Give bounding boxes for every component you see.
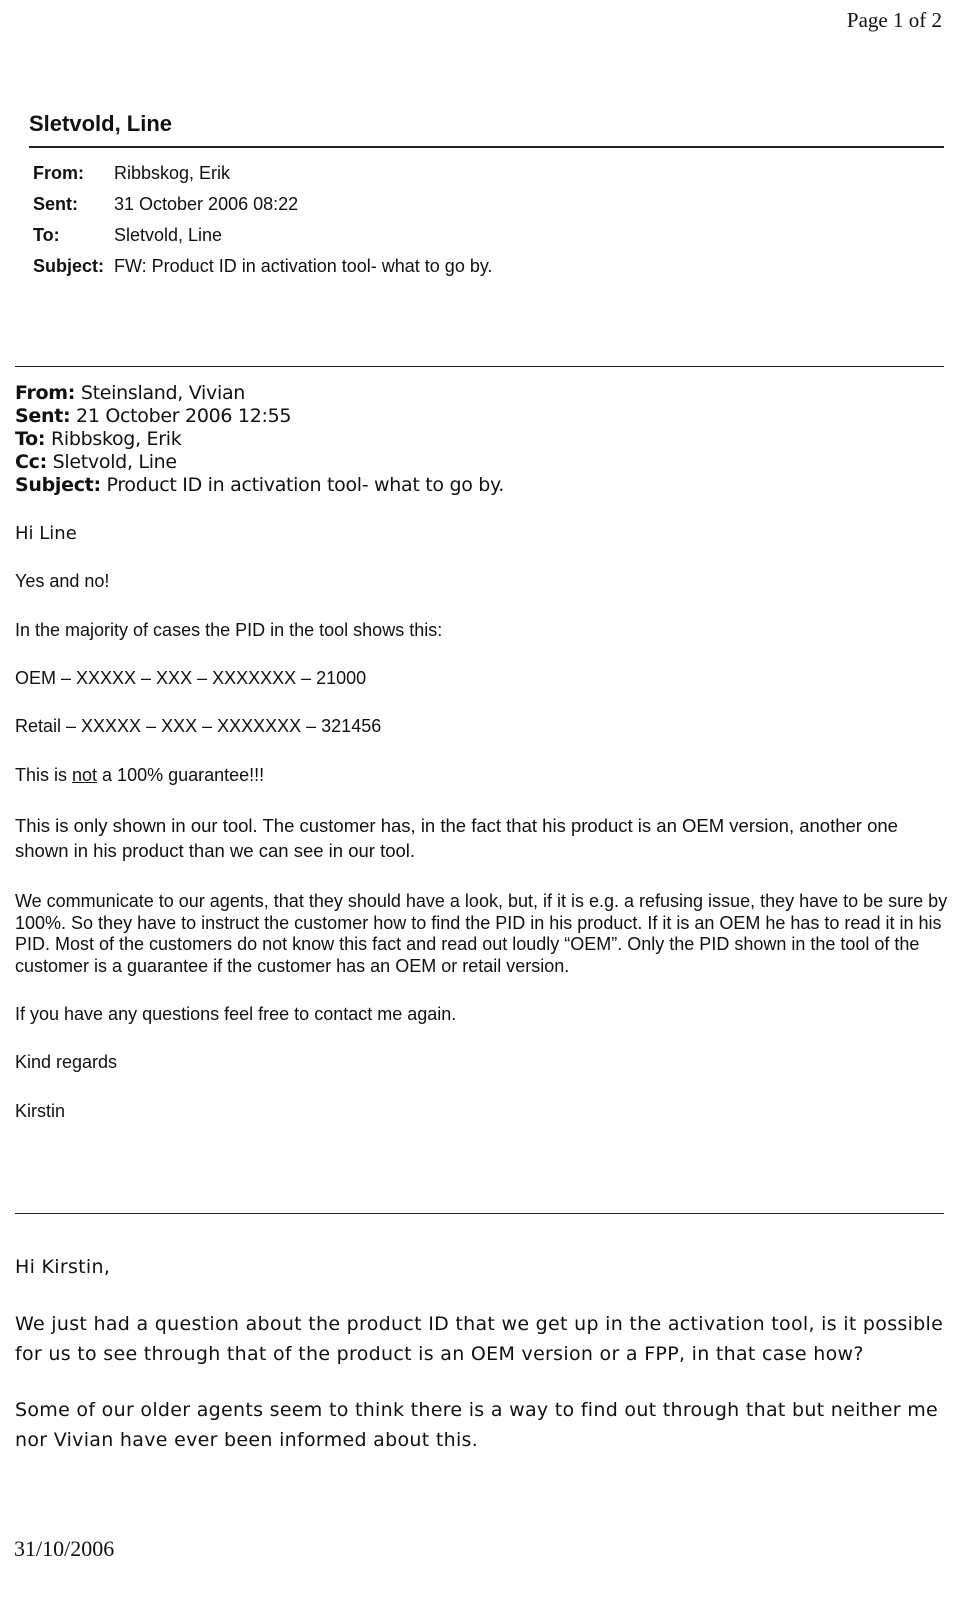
original-greeting: Hi Kirstin,	[15, 1256, 111, 1278]
sent-label: Sent:	[15, 405, 71, 427]
reply-subject-row	[15, 474, 504, 496]
from-label: From:	[33, 163, 84, 183]
guarantee-emphasis: not	[72, 765, 98, 785]
from-label: From:	[15, 382, 76, 404]
print-date: 31/10/2006	[14, 1536, 115, 1561]
cc-label: Cc:	[15, 451, 47, 473]
sent-label: Sent:	[33, 194, 78, 214]
original-agents-paragraph: Some of our older agents seem to think there is a way to find out through that but neither me nor Vivian have ever been informed about this.	[15, 1399, 939, 1451]
retail-pattern: Retail – XXXXX – XXX – XXXXXXX – 321456	[15, 716, 382, 736]
forward-to-value: Sletvold, Line	[114, 225, 223, 245]
reply-sent-row	[15, 405, 291, 427]
tool-paragraph: This is only shown in our tool. The customer has, in the fact that his product is an OEM version, another one shown in his product than we can see in our tool.	[15, 815, 898, 861]
reply-cc-row	[15, 451, 177, 473]
to-label: To:	[33, 225, 60, 245]
subject-label: Subject:	[15, 474, 101, 496]
to-label: To:	[15, 428, 46, 450]
forward-sent-value: 31 October 2006 08:22	[114, 194, 299, 214]
forward-sent-row	[33, 194, 298, 215]
guarantee-line	[15, 765, 264, 786]
page-number: Page 1 of 2	[846, 8, 942, 32]
agents-paragraph: We communicate to our agents, that they should have a look, but, if it is e.g. a refusing issue, they have to be sure by 100%. So they have to instruct the customer how to find the PID in his product. If it is an OEM he has to read it in his PID. Most of the customers do not know this fact and read out loudly “OEM”. Only the PID shown in the tool of the customer is a guarantee if the customer has an OEM or retail version.	[15, 891, 948, 976]
reply-subject-value: Product ID in activation tool- what to go by.	[106, 474, 505, 496]
signature: Kirstin	[15, 1101, 66, 1121]
reply-to-value: Ribbskog, Erik	[50, 428, 182, 450]
subject-label: Subject:	[33, 256, 105, 276]
reply-divider	[15, 366, 944, 367]
reply-from-value: Steinsland, Vivian	[80, 382, 246, 404]
reply-from-row	[15, 382, 245, 404]
original-question-paragraph: We just had a question about the product ID that we get up in the activation tool, is it possible for us to see through that of the product is an OEM version or a FPP, in that case how?	[15, 1313, 944, 1365]
oem-pattern: OEM – XXXXX – XXX – XXXXXXX – 21000	[15, 668, 367, 688]
forward-from-row	[33, 163, 230, 184]
reply-to-row	[15, 428, 181, 450]
mailbox-owner-title: Sletvold, Line	[29, 111, 173, 136]
guarantee-prefix: This is	[15, 765, 73, 785]
forward-from-value: Ribbskog, Erik	[114, 163, 231, 183]
reply-cc-value: Sletvold, Line	[52, 451, 177, 473]
closing-line: Kind regards	[15, 1052, 118, 1072]
reply-sent-value: 21 October 2006 12:55	[76, 405, 292, 427]
reply-greeting: Hi Line	[15, 523, 77, 544]
original-divider	[15, 1213, 944, 1214]
title-divider	[29, 146, 944, 148]
guarantee-suffix: a 100% guarantee!!!	[97, 765, 265, 785]
forward-to-row	[33, 225, 222, 246]
reply-answer: Yes and no!	[15, 571, 110, 591]
forward-subject-row	[33, 256, 493, 277]
reply-intro: In the majority of cases the PID in the tool shows this:	[15, 620, 443, 640]
forward-subject-value: FW: Product ID in activation tool- what to go by.	[114, 256, 493, 276]
questions-line: If you have any questions feel free to contact me again.	[15, 1004, 457, 1024]
